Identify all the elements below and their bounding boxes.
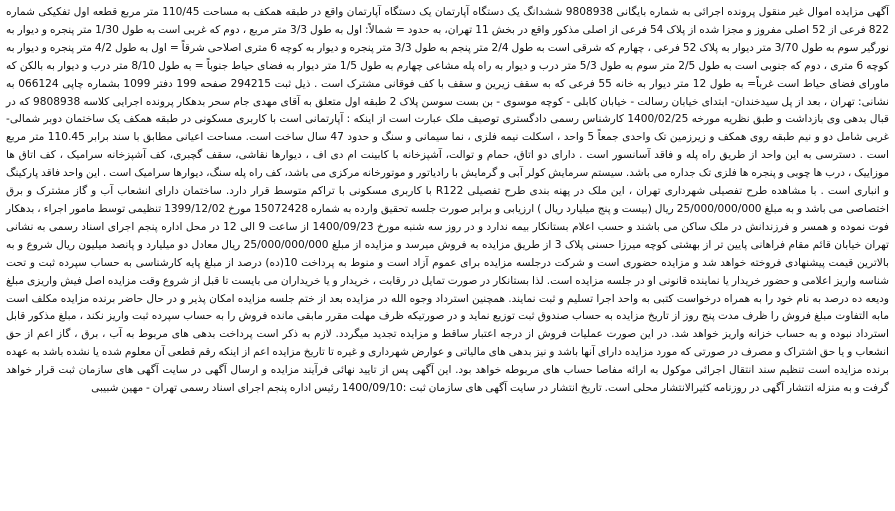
auction-notice-text: آگهی مزایده اموال غیر منقول پرونده اجرائی به شماره بایگانی 9808938 ششدانگ یک دستگاه آپارتمان یک دستگاه آپارتمان واقع در طبقه همکف به مساحت 110/45 متر مربع قطعه اول تفکیکی شماره 822 فرعی از 52 اصلی مفروز و مجزا شده از پلاک 54 فرعی از اصلی مذکور واقع در بخش 11 تهران، به حدود = شمالاً: اول به طول 3/3 متر مربع ، دوم که غربی است به طول 1/30 متر پنجره و دیوار به نورگیر سوم به طول 3/70 متر دیوار به پلاک 52 فرعی ، چهارم که شرقی است به طول 2/4 متر پنجم به طول 3/3 متر پنجره و دیوار به کوچه 6 متری اصلاحی شرقاً = اول به طول 4/2 متر پنجره و دیوار به کوچه 6 متری ، دوم که جنوبی است به طول 2/5 متر سوم به طول 5/3 متر درب و دیوار به راه پله مشاعی چهارم به طول 1/5 متر دیوار به فضای حیاط جنوباً = به طول 8/10 متر درب و دیوار به بالکن که ماورای فضای حیاط است غرباً= به طول 12 متر دیوار به خانه 55 فرعی که به سقف زیرین و سقف با کف فوقانی مشترک است . ذیل ثبت 294215 صفحه 199 دفتر 1099 بشماره چاپی 066124 به نشانی: تهران ، بعد از پل سیدخندان- ابتدای خیابان رسالت - خیابان کابلی - کوچه موسوی - بن بست سوسن پلاک 2 طبقه اول متعلق به آقای مهدی جام سحر بدهکار پرونده اجرایی کلاسه 9808938 که در قبال بدهی وی بازداشت و طبق نظریه مورخه 1400/02/25 کارشناس رسمی دادگستری توصیف ملک عبارت است از اینکه : آپارتمانی است با کاربری مسکونی در طبقه همکف یک ساختمان دوبر شمالی-غربی شامل دو و نیم طبقه روی همکف و زیرزمین تک واحدی جمعاً 5 واحد ، اسکلت نیمه فلزی ، نما سیمانی و سنگ و حدود 47 سال ساخت است. مساحت اعیانی مطابق با سند برابر 110.45 متر مربع است . دسترسی به این واحد از طریق راه پله و فاقد آسانسور است . دارای دو اتاق، حمام و توالت، آشپزخانه با کابینت ام دی اف ، دیوارها نقاشی، سقف گچبری، کف آشپزخانه سرامیک ، کف اتاق ها موزاییک ، درب ها چوبی و پنجره ها فلزی تک جداره می باشد. سیستم سرمایش کولر آبی و گرمایش با رادیاتور و موتورخانه مرکزی می باشد، کف راه پله سنگ، دیوارها سرامیک است . این واحد فاقد پارکینگ و انباری است . با مشاهده طرح تفصیلی شهرداری تهران ، این ملک در پهنه بندی طرح تفصیلی R122 با کاربری مسکونی با تراکم متوسط قرار دارد. ساختمان دارای انشعاب آب و گاز مشترک و برق اختصاصی می باشد و به مبلغ 25/000/000/000 ریال (بیست و پنج میلیارد ریال ) ارزیابی و برابر صورت جلسه تحقیق وارده به شماره 15072428 مورخ 1399/12/02 تنظیمی توسط مامور اجراء ، بدهکار فوت نموده و همسر و فرزندانش در ملک ساکن می باشند و حسب اعلام بستانکار بیمه ندارد و در روز سه شنبه مورخ 1400/09/23 از ساعت 9 الی 12 در محل اداره پنجم اجرای اسناد رسمی به نشانی تهران خیابان قائم مقام فراهانی پایین تر از بهشتی کوچه میرزا حسنی پلاک 3 از طریق مزایده به فروش میرسد و مزایده از مبلغ 25/000/000/000 ریال معادل دو میلیارد و پانصد میلیون ریال شروع و به بالاترین قیمت پیشنهادی فروخته خواهد شد و مزایده حضوری است و شرکت درجلسه مزایده برای عموم آزاد است و منوط به پرداخت 10(ده) درصد از مبلغ پایه کارشناسی به حساب سپرده ثبت و تحت شناسه واریز اعلامی و حضور خریدار یا نماینده قانونی او در جلسه مزایده است. لذا بستانکار در صورت تمایل در رقابت ، خریدار و یا خریداران می بایست تا قبل از شروع وقت مزایده اصل فیش واریزی مبلغ ودیعه ده درصد به نام خود را به همراه درخواست کتبی به واحد اجرا تسلیم و ثبت نمایند. همچنین استرداد وجوه الله در مزایده بعد از ختم جلسه مزایده امکان پذیر و در حال حاضر برنده مزایده مکلف است مابه التفاوت مبلغ فروش را ظرف مدت پنج روز از تاریخ مزایده به حساب صندوق ثبت توزیع نماید و در صورتیکه ظرف مهلت مقرر مابقی مانده فروش را به حساب سپرده ثبت واریز نکند ، مبلغ مذکور قابل استرداد نبوده و به حساب خزانه واریز خواهد شد. در این صورت عملیات فروش از درجه اعتبار ساقط و مزایده تجدید میگردد. لازم به ذکر است پرداخت بدهی های مربوط به آب ، برق ، گاز اعم از حق انشعاب و یا حق اشتراک و مصرف در صورتی که مورد مزایده دارای آنها باشد و نیز بدهی های مالیاتی و عوارض شهرداری و غیره تا تاریخ مزایده اعم از اینکه رقم قطعی آن معلوم شده یا نشده باشد به عهده برنده مزایده است تنظیم سند انتقال اجرائی موکول به ارائه مفاصا حساب های مربوطه خواهد بود. این آگهی پس از تایید نهائی فرآیند مزایده و ارسال آگهی در سایت آگهی های سازمان ثبت قرار خواهد گرفت و به منزله انتشار آگهی در روزنامه کثیرالانتشار محلی است. تاریخ انتشار در سایت آگهی های سازمان ثبت :1400/09/10 رئیس اداره پنجم اجرای اسناد رسمی تهران - مهین شبیبی (6, 6, 890, 395)
